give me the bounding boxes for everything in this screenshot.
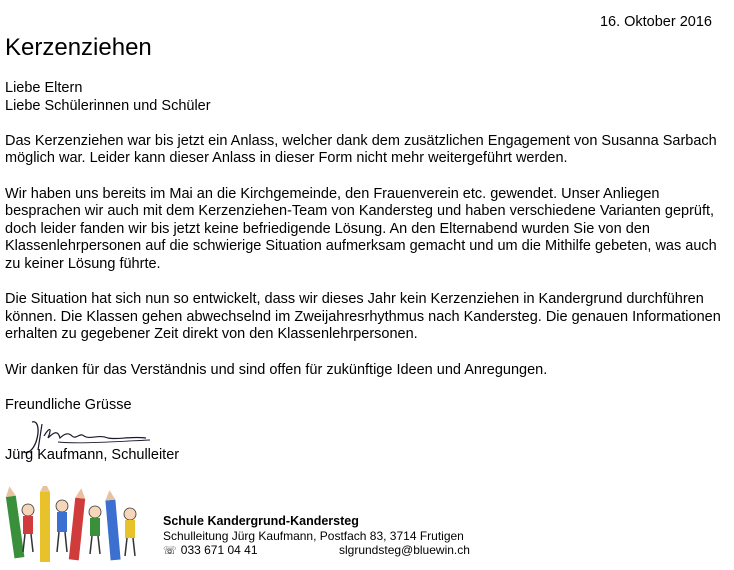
paragraph-2: Wir haben uns bereits im Mai an die Kirchgemeinde, den Frauenverein etc. gewendet. Unser Anliegen besprachen wir auch mit dem Kerzenziehen-Team von Kandersteg und haben verschiedene Varianten geprüft, doch leider fanden wir bis jetzt keine befriedigende Lösung. An den Elternabend wurden Sie von den Klassenlehrpersonen auf die schwierige Situation aufmerksam gemacht und um die Mithilfe gebeten, was auch zu keiner Lösung führte. [5, 185, 717, 272]
letter-body [5, 80, 725, 432]
school-name: Schule Kandergrund-Kandersteg [163, 514, 359, 528]
school-footer [163, 514, 483, 558]
school-logo-pencil-kids [0, 486, 150, 570]
salutation [5, 80, 725, 115]
letter-title: Kerzenziehen [5, 34, 152, 61]
email-address: slgrundsteg@bluewin.ch [339, 543, 470, 557]
closing: Freundliche Grüsse [5, 396, 132, 413]
paragraph-4: Wir danken für das Verständnis und sind offen für zukünftige Ideen und Anregungen. [5, 361, 548, 378]
paragraph-3: Die Situation hat sich nun so entwickelt, dass wir dieses Jahr kein Kerzenziehen in Kandergrund durchführen können. Die Klassen gehen abwechselnd im Zweijahresrhythmus nach Kandersteg. Die genauen Informationen erhalten zu gegebener Zeit direkt von den Klassenlehrpersonen. [5, 291, 721, 343]
phone-icon: ☏ [163, 545, 177, 557]
salutation-line-1: Liebe Eltern [5, 80, 83, 96]
school-address: Schulleitung Jürg Kaufmann, Postfach 83, 3714 Frutigen [163, 528, 464, 543]
signer-name: Jürg Kaufmann, Schulleiter [5, 447, 180, 463]
paragraph-1: Das Kerzenziehen war bis jetzt ein Anlass, welcher dank dem zusätzlichen Engagement von Susanna Sarbach möglich war. Leider kann dieser Anlass in dieser Form nicht mehr weitergeführt werden. [5, 132, 717, 167]
salutation-line-2: Liebe Schülerinnen und Schüler [5, 97, 211, 114]
letter-date: 16. Oktober 2016 [599, 14, 712, 30]
phone-contact [163, 543, 258, 559]
contact-row [163, 543, 483, 558]
phone-number: 033 671 04 41 [180, 543, 258, 557]
